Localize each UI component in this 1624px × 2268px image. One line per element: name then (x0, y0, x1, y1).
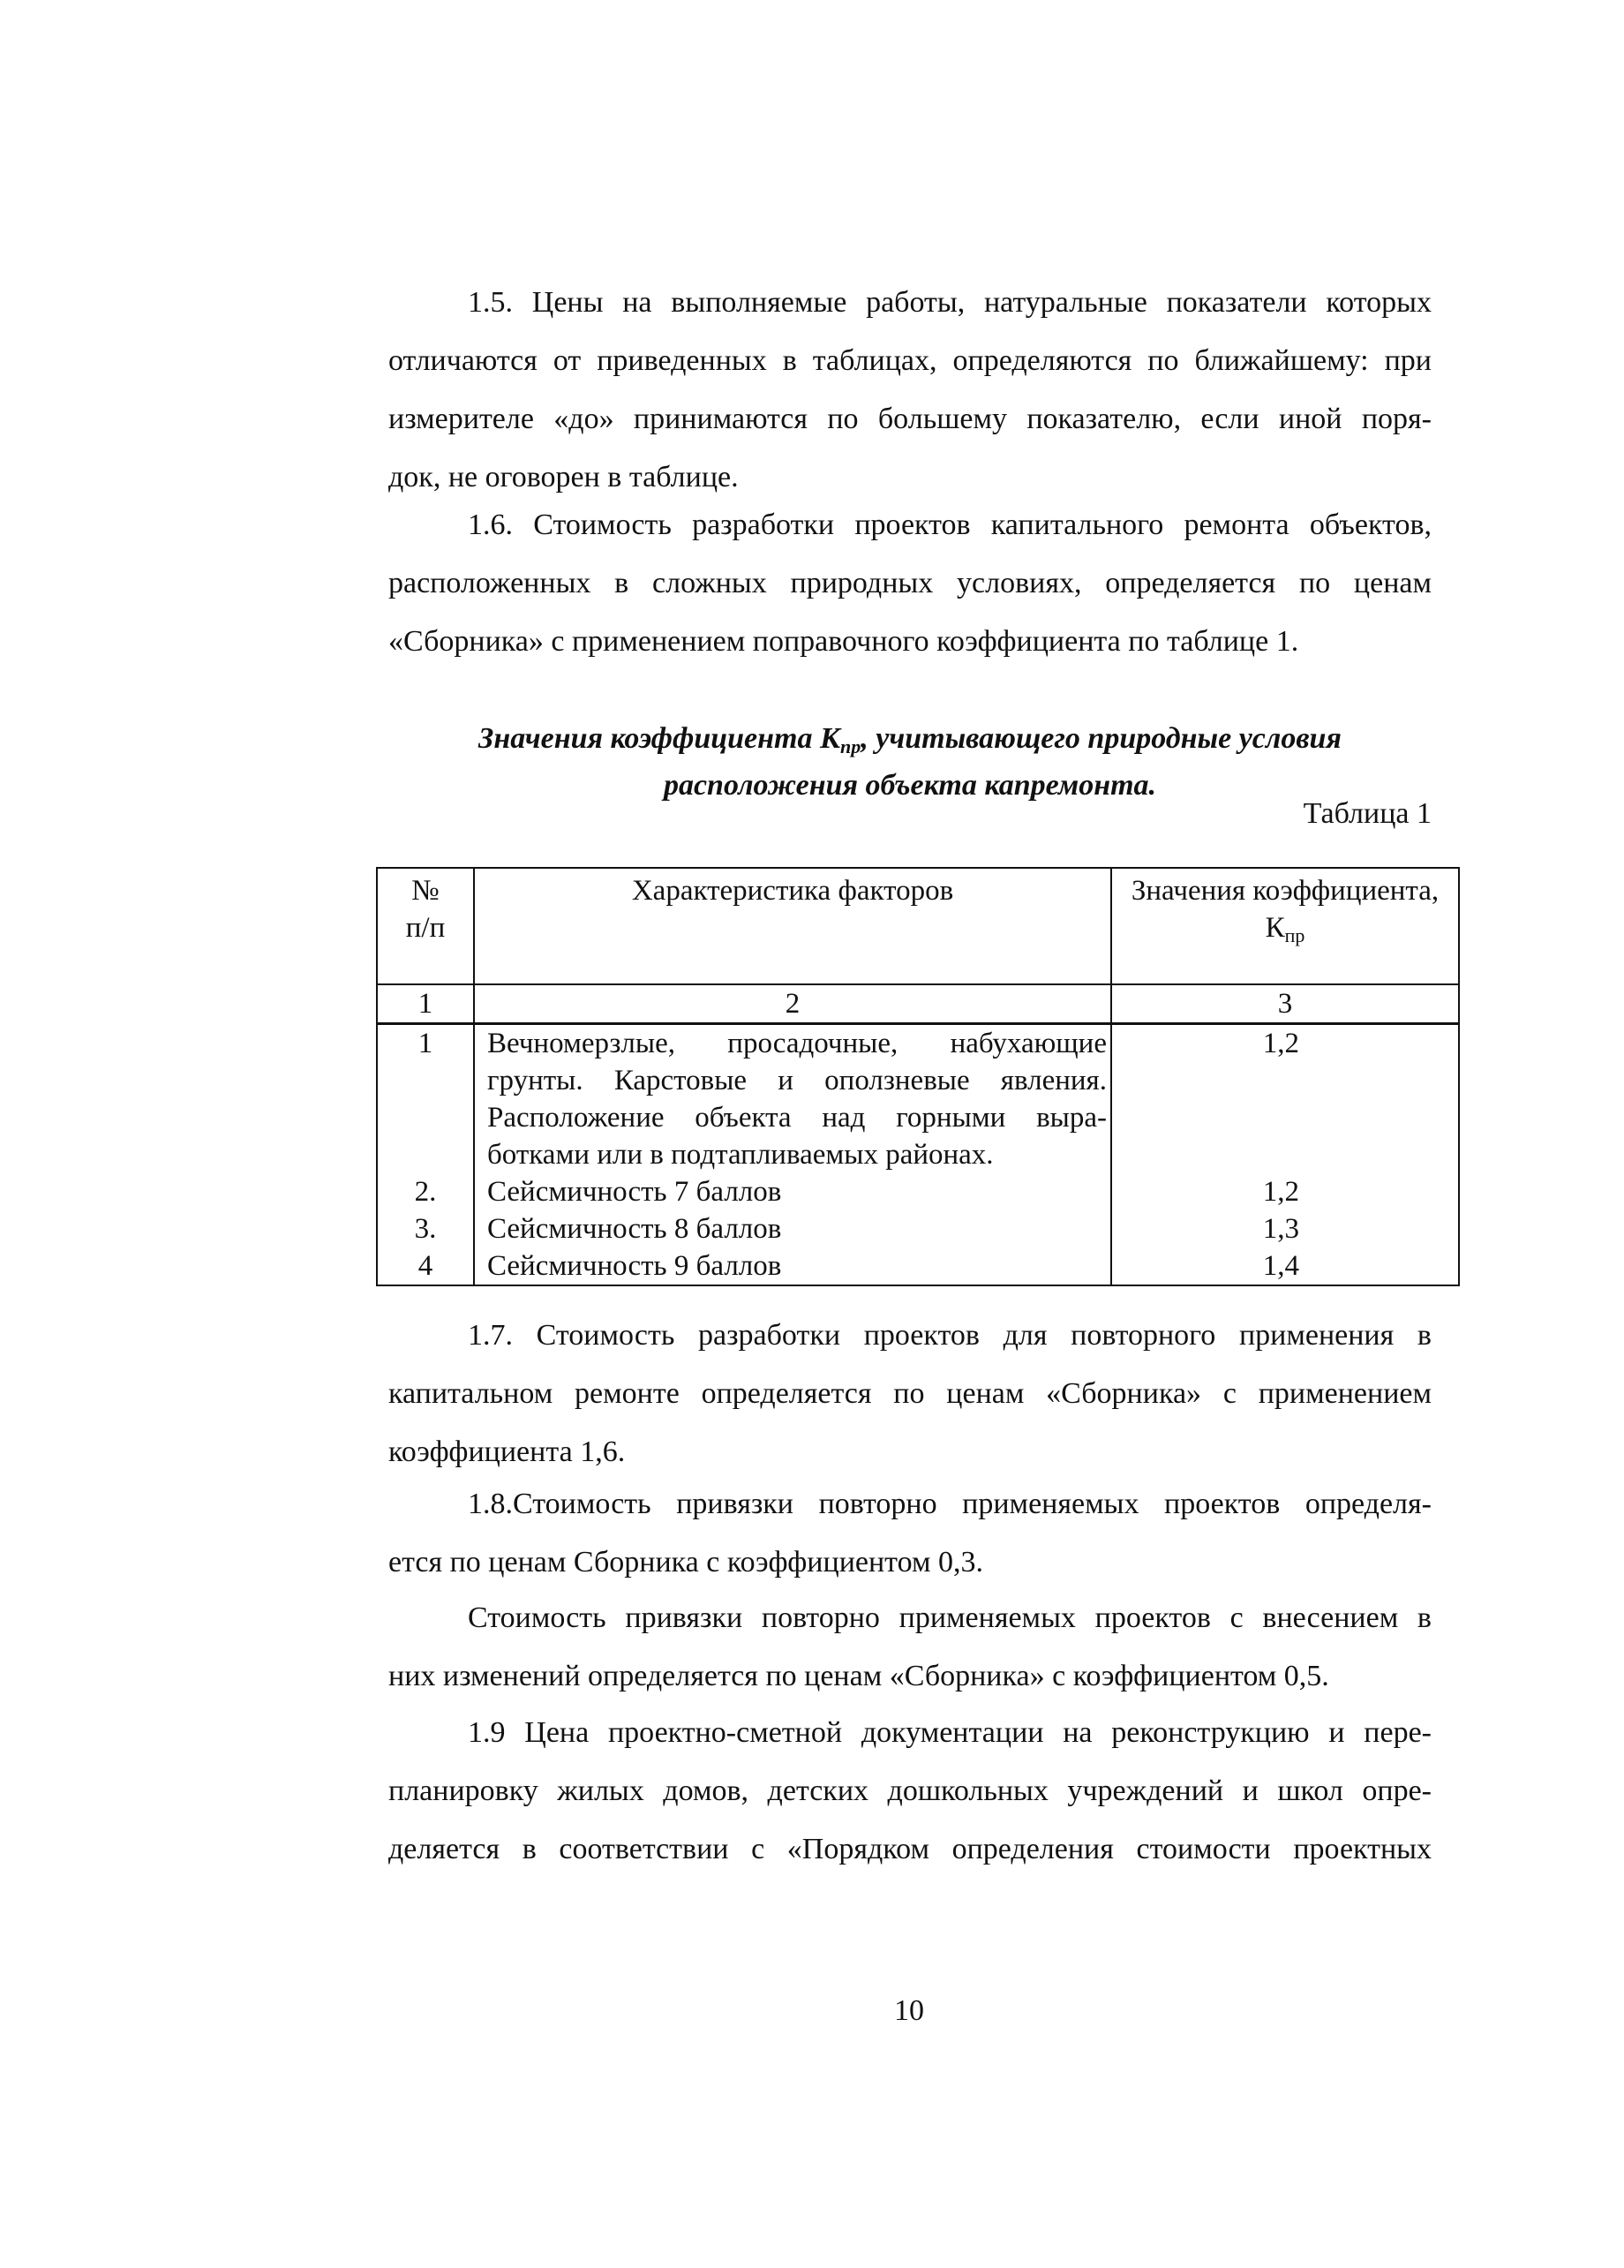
table-row (377, 1173, 1459, 1210)
text-line: деляется в соответствии с «Порядком определения стоимости проектных (388, 1833, 1432, 1865)
row-number: 2. (377, 1173, 474, 1210)
text-line: 1.7. Стоимость разработки проектов для повторного применения в (468, 1319, 1432, 1352)
text-line: капитальном ремонте определяется по ценам «Сборника» с применением (388, 1377, 1432, 1410)
header-coefficient-line: Значения коэффициента, (1131, 875, 1440, 907)
subscript: пр (1284, 924, 1305, 946)
row-characteristic (474, 1024, 1111, 1174)
text-line: измерителе «до» принимаются по большему показателю, если иной поря- (388, 403, 1432, 435)
column-index: 3 (1111, 984, 1459, 1024)
column-index: 2 (474, 984, 1111, 1024)
header-characteristic: Характеристика факторов (474, 868, 1111, 984)
header-number-line: № (411, 875, 440, 907)
table-row (377, 1247, 1459, 1285)
row-value: 1,3 (1111, 1210, 1459, 1247)
table-header-row (377, 868, 1459, 984)
text-line: них изменений определяется по ценам «Сборника» с коэффициентом 0,5. (388, 1660, 1329, 1692)
row-characteristic: Сейсмичность 7 баллов (474, 1173, 1111, 1210)
table-row (377, 1024, 1459, 1174)
text-line: расположенных в сложных природных условиях, определяется по ценам (388, 567, 1432, 599)
header-number-line: п/п (405, 912, 446, 944)
text-line: 1.8.Стоимость привязки повторно применяемых проектов определя- (468, 1488, 1432, 1520)
row-characteristic: Сейсмичность 9 баллов (474, 1247, 1111, 1285)
subscript: пр (840, 735, 861, 757)
row-value: 1,2 (1111, 1024, 1459, 1174)
cell-line: грунты. Карстовые и оползневые явления. (487, 1065, 1107, 1096)
table-number: Таблица 1 (1303, 797, 1432, 830)
paragraph-1-8-continued (388, 1589, 1432, 1706)
cell-line: ботками или в подтапливаемых районах. (487, 1139, 994, 1171)
header-number (377, 868, 474, 984)
table-row (377, 1210, 1459, 1247)
text-line: док, не оговорен в таблице. (388, 461, 739, 494)
column-index: 1 (377, 984, 474, 1024)
row-value: 1,2 (1111, 1173, 1459, 1210)
table-title-line-2: расположения объекта капремонта. (663, 769, 1157, 802)
header-coefficient (1111, 868, 1459, 984)
row-value: 1,4 (1111, 1247, 1459, 1285)
text-line: 1.6. Стоимость разработки проектов капитального ремонта объектов, (468, 509, 1432, 541)
table-title-part: , учитывающего природные условия (861, 722, 1342, 755)
header-coefficient-k: К (1265, 912, 1285, 944)
text-line: планировку жилых домов, детских дошкольных учреждений и школ опре- (388, 1774, 1432, 1807)
paragraph-1-8 (388, 1475, 1432, 1592)
text-line: 1.5. Цены на выполняемые работы, натуральные показатели которых (468, 286, 1432, 319)
page-number: 10 (894, 1994, 924, 2027)
text-line: «Сборника» с применением поправочного коэффициента по таблице 1. (388, 625, 1299, 658)
paragraph-1-9 (388, 1704, 1432, 1879)
text-line: коэффициента 1,6. (388, 1435, 626, 1468)
column-index-row (377, 984, 1459, 1024)
text-line: отличаются от приведенных в таблицах, определяются по ближайшему: при (388, 344, 1432, 377)
paragraph-1-6 (388, 496, 1432, 671)
paragraph-1-5 (388, 274, 1432, 507)
text-line: ется по ценам Сборника с коэффициентом 0,3. (388, 1546, 983, 1579)
row-characteristic: Сейсмичность 8 баллов (474, 1210, 1111, 1247)
row-number: 1 (377, 1024, 474, 1174)
paragraph-1-7 (388, 1307, 1432, 1481)
text-line: Стоимость привязки повторно применяемых проектов с внесением в (468, 1601, 1432, 1634)
text-line: 1.9 Цена проектно-сметной документации на реконструкцию и пере- (468, 1716, 1432, 1749)
row-number: 3. (377, 1210, 474, 1247)
row-number: 4 (377, 1247, 474, 1285)
table-title (388, 720, 1432, 805)
table-title-part: Значения коэффициента К (478, 722, 841, 755)
cell-line: Расположение объекта над горными выра- (487, 1102, 1107, 1134)
cell-line: Вечномерзлые, просадочные, набухающие (487, 1028, 1107, 1059)
coefficient-table (376, 867, 1460, 1286)
